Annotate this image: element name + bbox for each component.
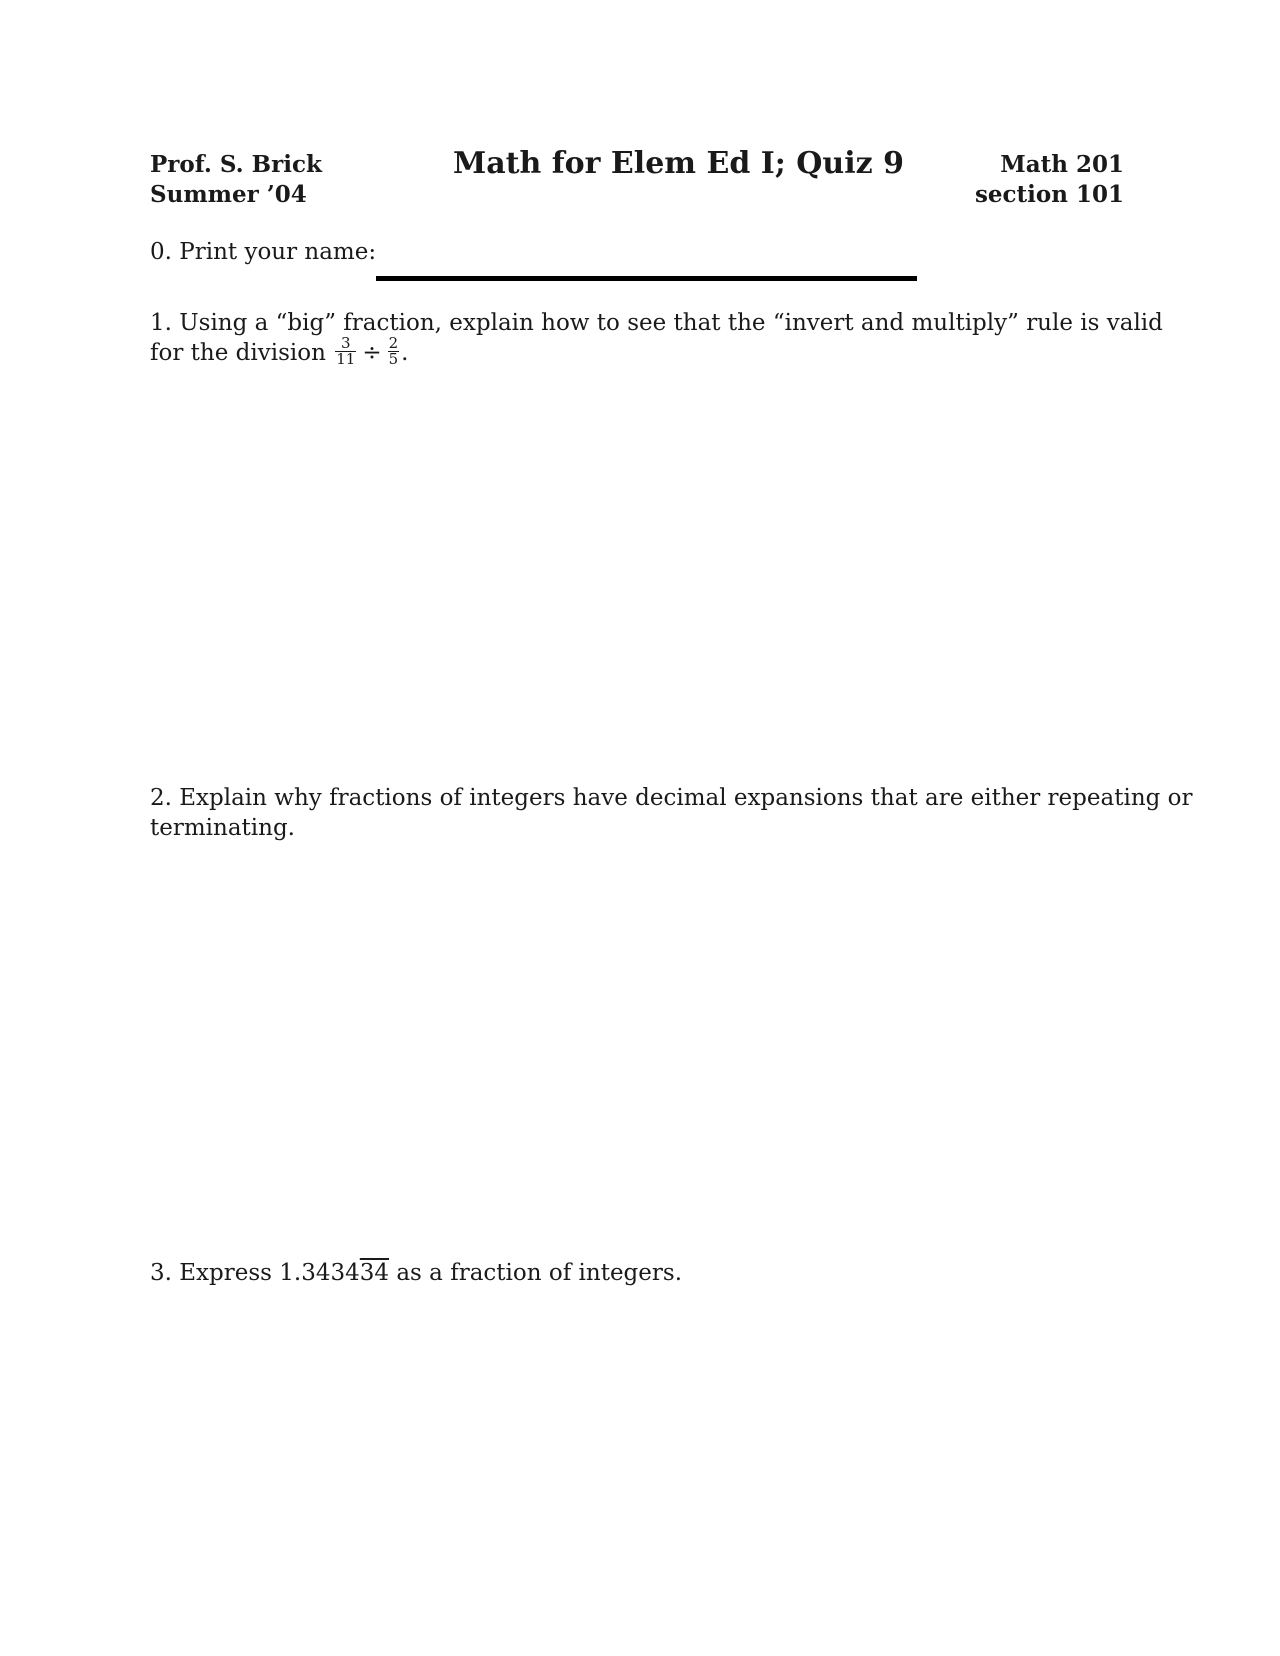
- fraction-three-elevenths: [335, 333, 356, 368]
- question-3-suffix: as a fraction of integers.: [396, 1260, 683, 1286]
- question-3-prefix: 3. Express: [150, 1260, 272, 1286]
- question-0: 0. Print your name:: [150, 239, 377, 265]
- header-left: [150, 150, 322, 210]
- division-operator: ÷: [362, 340, 382, 366]
- question-1-line-1: 1. Using a “big” fraction, explain how to see that the “invert and multiply” rule is valid: [150, 310, 1163, 336]
- fraction-a-denominator: 11: [336, 349, 356, 368]
- repeating-decimal: [279, 1260, 389, 1286]
- question-3: [150, 1258, 682, 1288]
- header-right: [975, 150, 1124, 210]
- question-2-line-1: 2. Explain why fractions of integers have decimal expansions that are either repeating or: [150, 785, 1193, 811]
- fraction-b-numerator: 2: [388, 333, 399, 352]
- name-answer-line[interactable]: [376, 276, 917, 281]
- question-1-suffix: .: [401, 340, 409, 366]
- term: Summer ’04: [150, 181, 307, 208]
- page-title: Math for Elem Ed I; Quiz 9: [453, 146, 904, 181]
- fraction-b-denominator: 5: [388, 349, 399, 368]
- professor-name: Prof. S. Brick: [150, 151, 322, 178]
- question-1-prefix: for the division: [150, 340, 326, 366]
- fraction-a-numerator: 3: [335, 336, 356, 352]
- fraction-two-fifths: [388, 333, 400, 368]
- question-1-line-2: [150, 333, 409, 370]
- decimal-fixed-part: 1.3434: [279, 1260, 360, 1286]
- decimal-repeating-part: 34: [359, 1260, 390, 1286]
- question-2-line-2: terminating.: [150, 815, 295, 841]
- section-number: section 101: [974, 181, 1124, 208]
- course-number: Math 201: [1000, 151, 1124, 178]
